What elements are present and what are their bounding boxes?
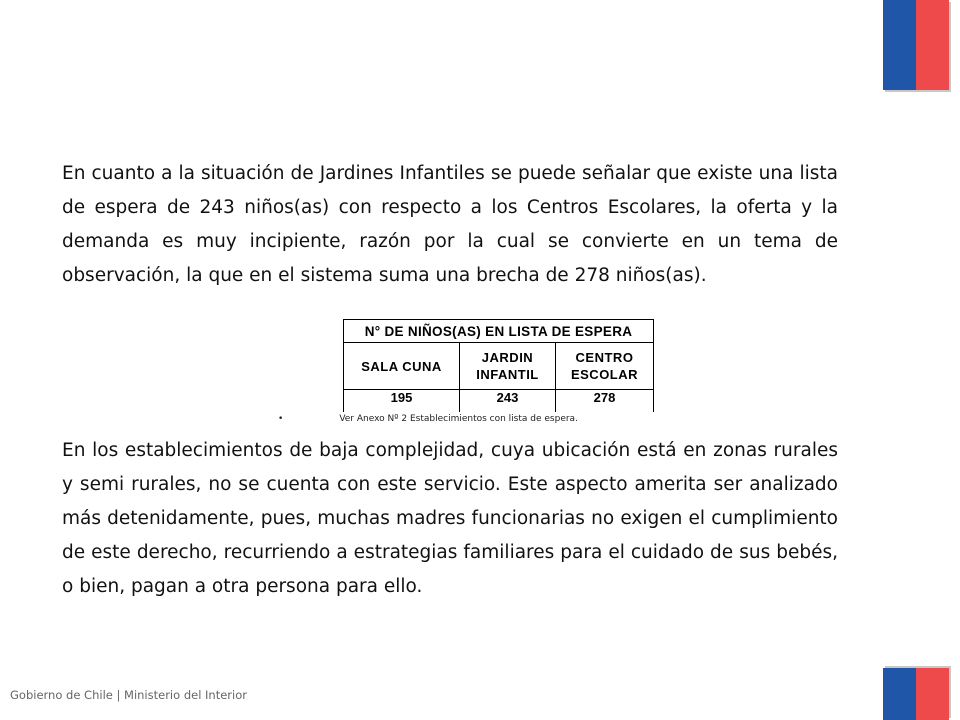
column-header-line: ESCOLAR xyxy=(570,367,639,382)
table-cell-jardin-infantil: 243 xyxy=(460,390,556,413)
flag-blue-stripe xyxy=(883,0,916,90)
bullet-icon: • xyxy=(278,414,284,424)
table-title: N° DE NIÑOS(AS) EN LISTA DE ESPERA xyxy=(344,320,654,343)
waitlist-table-image xyxy=(343,319,654,412)
flag-red-stripe xyxy=(916,0,949,90)
paragraph-baja-complejidad: En los establecimientos de baja complejidad, cuya ubicación está en zonas rurales y semi rurales, no se cuenta con este servicio. Este aspecto amerita ser analizado más detenidamente, pues, muchas madres funcionarias no exigen el cumplimiento de este derecho, recurriendo a estrategias familiares para el cuidado de sus bebés, o bien, pagan a otra persona para ello. xyxy=(62,440,838,597)
table-cell-sala-cuna: 195 xyxy=(344,390,460,413)
column-header-jardin-infantil xyxy=(460,343,556,390)
flag-logo-top xyxy=(883,0,949,90)
column-header-line: JARDIN xyxy=(481,350,534,365)
table-cell-centro-escolar: 278 xyxy=(556,390,654,413)
flag-red-stripe xyxy=(916,668,949,720)
flag-logo-bottom xyxy=(883,668,949,720)
table-row xyxy=(344,390,654,413)
waitlist-table xyxy=(343,319,654,412)
column-header-line: CENTRO xyxy=(575,350,634,365)
column-header-centro-escolar xyxy=(556,343,654,390)
column-header-sala-cuna xyxy=(344,343,460,390)
annex-note-text: Ver Anexo Nº 2 Establecimientos con lista de espera. xyxy=(339,414,578,424)
column-header-line: SALA CUNA xyxy=(361,358,442,374)
flag-blue-stripe xyxy=(883,668,916,720)
column-header-line: INFANTIL xyxy=(476,367,539,382)
annex-note xyxy=(278,414,578,424)
footer-text: Gobierno de Chile | Ministerio del Interior xyxy=(10,688,247,702)
table-header-row xyxy=(344,343,654,390)
paragraph-jardines: En cuanto a la situación de Jardines Infantiles se puede señalar que existe una lista de espera de 243 niños(as) con respecto a los Centros Escolares, la oferta y la demanda es muy incipiente, razón por la cual se convierte en un tema de observación, la que en el sistema suma una brecha de 278 niños(as). xyxy=(62,163,838,286)
